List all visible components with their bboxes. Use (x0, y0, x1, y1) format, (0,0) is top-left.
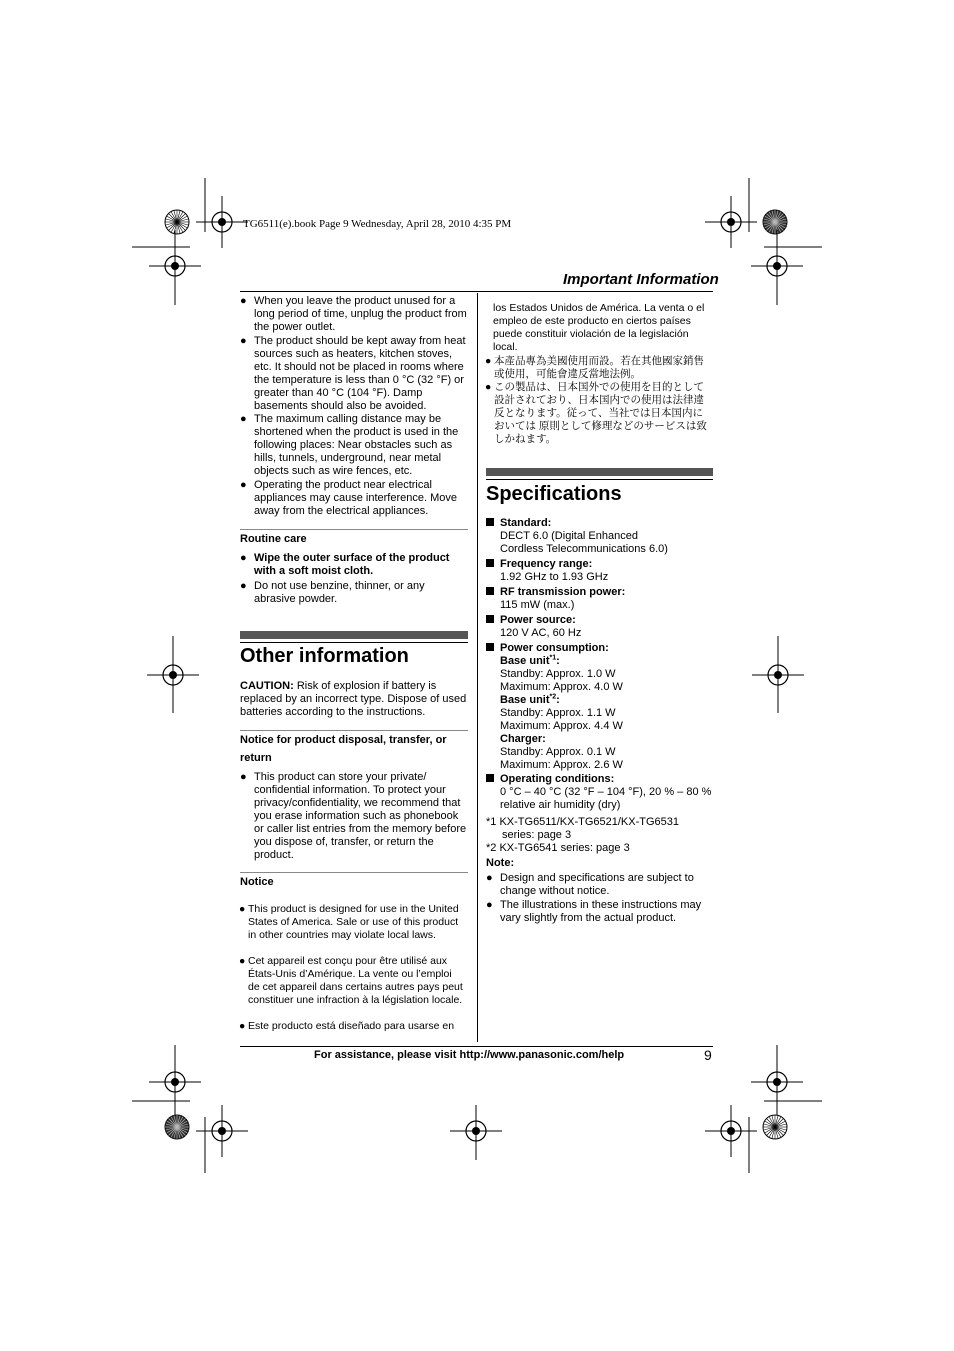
list-item: ● The illustrations in these instructions may vary slightly from the actual product. (486, 899, 702, 924)
note-label: Note: (486, 857, 515, 869)
divider (240, 872, 468, 873)
notice-heading: Notice (240, 876, 274, 888)
section-rule (240, 642, 468, 643)
spec-power-consumption: Power consumption: Base unit$^{*1}$: Standby: Approx. 1.0 W Maximum: Approx. 4.0 W Base unit$^{*2}$: Standby: Approx. 1.1 W Maximum: Approx. 4.4 W Charger: Standby: Approx. 0.1 W Maximum: Approx. 2.6 W (486, 642, 713, 772)
list-item: ● This product is designed for use in the United States of America. Sale or use of this product in other countries may violate local laws. (239, 903, 459, 941)
section-rule (486, 479, 713, 480)
file-info-line: TG6511(e).book Page 9 Wednesday, April 28, 2010 4:35 PM (243, 218, 512, 230)
registration-dot (727, 218, 735, 226)
spanish-continued: los Estados Unidos de América. La venta o el empleo de este producto en ciertos países puede constituir violación de la legislación local. (493, 302, 705, 353)
footnote-2: *2 KX-TG6541 series: page 3 (486, 842, 630, 854)
section-bar (240, 631, 468, 639)
column-divider (477, 293, 478, 1042)
list-item: ● This product can store your private/ confidential information. To protect your privacy/confidentiality, we recommend that you erase information such as phonebook or caller list entries from the memory before you dispose of, transfer, or return the product. (240, 771, 467, 861)
japanese-notice: ● この製品は、日本国外での使用を目的として設計されており、日本国内での使用は法律違反となります。従って、当社では日本国内においては 原則として修理などのサービスは致しかねます。 (485, 381, 707, 445)
spec-rf-power: RF transmission power: 115 mW (max.) (486, 586, 713, 612)
disposal-heading-line1: Notice for product disposal, transfer, or (240, 734, 447, 746)
page-number: 9 (704, 1047, 712, 1063)
divider (240, 730, 468, 731)
divider (240, 529, 468, 530)
registration-dot (218, 218, 226, 226)
header-rule (240, 291, 713, 292)
spec-frequency: Frequency range: 1.92 GHz to 1.93 GHz (486, 558, 713, 584)
spec-standard: Standard: DECT 6.0 (Digital Enhanced Cordless Telecommunications 6.0) (486, 517, 713, 556)
list-item: ● The maximum calling distance may be shortened when the product is used in the following places: Near obstacles such as hills, tunnels, underground, near metal objects such as wire fences, etc. (240, 413, 459, 477)
list-item: ● Cet appareil est conçu pour être utilisé aux États-Unis d’Amérique. La vente ou l’emploi de cet appareil dans certains autres pays peut constituer une infraction à la législation locale. (239, 955, 463, 1006)
list-item: ● Wipe the outer surface of the product with a soft moist cloth. (240, 552, 450, 577)
chinese-notice: ● 本產品專為美國使用而設。若在其他國家銷售或使用，可能會違反當地法例。 (485, 355, 704, 380)
list-item: ● Do not use benzine, thinner, or any abrasive powder. (240, 580, 425, 605)
list-item: ● Operating the product near electrical appliances may cause interference. Move away from the electrical appliances. (240, 479, 457, 517)
spec-operating-conditions: Operating conditions: 0 °C – 40 °C (32 °F – 104 °F), 20 % – 80 % relative air humidity (dry) (486, 773, 713, 812)
assistance-line: For assistance, please visit http://www.panasonic.com/help (314, 1049, 625, 1061)
list-item: ● When you leave the product unused for a long period of time, unplug the product from the power outlet. (240, 295, 467, 333)
routine-care-heading: Routine care (240, 533, 307, 545)
disposal-heading-line2: return (240, 752, 272, 764)
caution-paragraph: CAUTION: Risk of explosion if battery is replaced by an incorrect type. Dispose of used batteries according to the instructions. (240, 680, 467, 718)
spec-power-source: Power source: 120 V AC, 60 Hz (486, 614, 713, 640)
registration-dot (727, 1127, 735, 1135)
registration-dot (218, 1127, 226, 1135)
specifications-title: Specifications (486, 483, 622, 505)
section-heading: Important Information (563, 271, 719, 288)
list-item: ● The product should be kept away from heat sources such as heaters, kitchen stoves, etc. It should not be placed in rooms where the temperature is less than 0 °C (32 °F) or greater than 40 °C (104 °F). Damp basements should also be avoided. (240, 335, 466, 412)
other-information-title: Other information (240, 645, 409, 667)
footnote-1: *1 KX-TG6511/KX-TG6521/KX-TG6531 series: page 3 (486, 816, 679, 841)
section-bar (486, 468, 713, 476)
list-item: ● Design and specifications are subject to change without notice. (486, 872, 694, 897)
footer-rule (240, 1046, 713, 1047)
list-item: ● Este producto está diseñado para usarse en (239, 1020, 455, 1032)
